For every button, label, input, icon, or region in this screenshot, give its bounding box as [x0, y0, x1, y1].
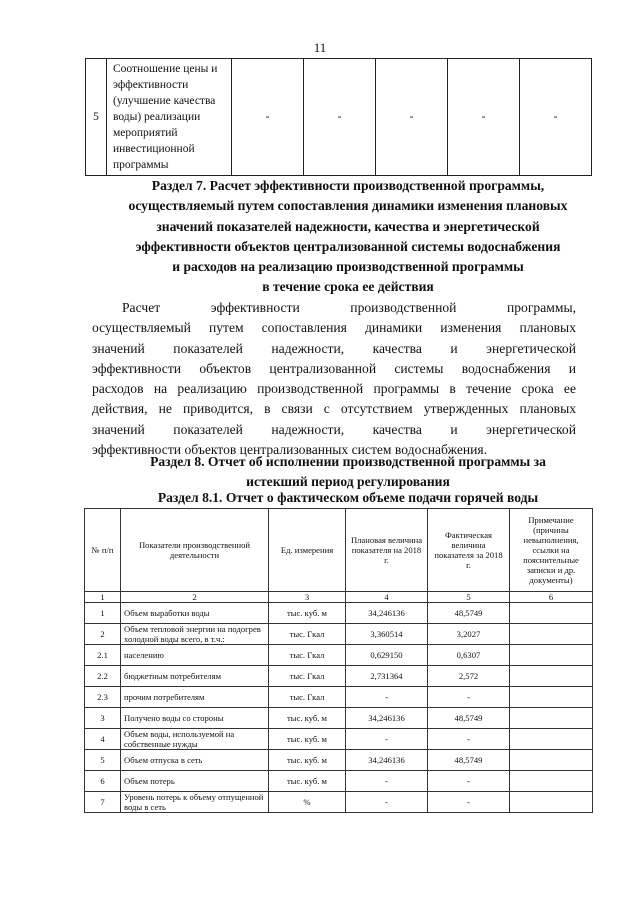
note-cell [510, 729, 593, 750]
row-number: 2.2 [85, 666, 121, 687]
note-cell [510, 645, 593, 666]
table-row [86, 59, 592, 176]
heading-line: осуществляемый путем сопоставления динамики изменения плановых [128, 198, 568, 214]
unit-cell: тыс. Гкал [269, 645, 346, 666]
previous-table-continuation [85, 58, 592, 176]
indicator-name: населению [121, 645, 269, 666]
plan-value: - [346, 771, 428, 792]
column-number: 5 [428, 592, 510, 603]
value-cell: - [448, 59, 520, 176]
fact-value: - [428, 687, 510, 708]
fact-value: 2,572 [428, 666, 510, 687]
paragraph-line: значений показателей надежности, качества и энергетической [92, 421, 576, 437]
column-number: 3 [269, 592, 346, 603]
paragraph-line: значений показателей надежности, качества и энергетической [92, 340, 576, 356]
column-number: 1 [85, 592, 121, 603]
heading-line: истекший период регулирования [246, 474, 450, 490]
heading-line: Раздел 8. Отчет об исполнении производственной программы за [150, 454, 546, 469]
table-row [85, 666, 593, 687]
plan-value: 2,731364 [346, 666, 428, 687]
heading-line: эффективности объектов централизованной системы водоснабжения [135, 238, 561, 254]
row-number: 6 [85, 771, 121, 792]
paragraph-line: расходов на реализацию производственной программы в течение срока ее [92, 381, 576, 397]
table-row [85, 708, 593, 729]
indicator-name: Уровень потерь к объему отпущенной воды в сеть [121, 792, 269, 813]
value-cell: - [304, 59, 376, 176]
table-row [85, 792, 593, 813]
section8-heading [60, 452, 636, 493]
header-cell: Ед. измерения [269, 509, 346, 592]
fact-value: - [428, 729, 510, 750]
row-number: 7 [85, 792, 121, 813]
row-number: 2 [85, 624, 121, 645]
page-number: 11 [313, 40, 327, 55]
column-number: 4 [346, 592, 428, 603]
plan-value: - [346, 792, 428, 813]
column-number: 2 [121, 592, 269, 603]
indicator-name: Объем тепловой энергии на подогрев холодной воды всего, в т.ч.: [121, 624, 269, 645]
paragraph-line: эффективности объектов централизованных систем водоснабжения. [92, 442, 488, 458]
unit-cell: тыс. Гкал [269, 687, 346, 708]
paragraph-line: действия, не приводится, в связи с отсутствием утвержденных плановых [92, 401, 576, 417]
fact-value: 0,6307 [428, 645, 510, 666]
fact-value: 48,5749 [428, 750, 510, 771]
column-number: 6 [510, 592, 593, 603]
column-number-row [85, 592, 593, 603]
heading-line: в течение срока ее действия [262, 279, 434, 295]
indicator-cell: Соотношение цены и эффективности (улучшение качества воды) реализации мероприятий инвестиционной программы [107, 59, 232, 176]
table-row [85, 750, 593, 771]
fact-value: 48,5749 [428, 603, 510, 624]
paragraph-line: осуществляемый путем сопоставления динамики изменения плановых [92, 320, 576, 336]
unit-cell: % [269, 792, 346, 813]
plan-value: 34,246136 [346, 750, 428, 771]
row-number: 5 [86, 59, 107, 176]
plan-value: 0,629150 [346, 645, 428, 666]
note-cell [510, 624, 593, 645]
table-row [85, 729, 593, 750]
section8-1-heading [60, 488, 636, 508]
header-cell: Показатели производственной деятельности [121, 509, 269, 592]
value-cell: - [376, 59, 448, 176]
row-number: 2.1 [85, 645, 121, 666]
row-number: 5 [85, 750, 121, 771]
fact-value: 48,5749 [428, 708, 510, 729]
paragraph-line: Расчет эффективности производственной программы, [122, 300, 576, 315]
indicator-name: Получено воды со стороны [121, 708, 269, 729]
indicator-name: Объем воды, используемой на собственные нужды [121, 729, 269, 750]
row-number: 3 [85, 708, 121, 729]
section7-heading [60, 176, 636, 298]
note-cell [510, 792, 593, 813]
header-cell: Примечание (причины невыполнения, ссылки на пояснительные записки и др. документы) [510, 509, 593, 592]
fact-value: 3,2027 [428, 624, 510, 645]
indicator-name: Объем отпуска в сеть [121, 750, 269, 771]
indicator-name: бюджетным потребителям [121, 666, 269, 687]
heading-line: Раздел 8.1. Отчет о фактическом объеме подачи горячей воды [157, 490, 539, 505]
fact-value: - [428, 792, 510, 813]
row-number: 2.3 [85, 687, 121, 708]
unit-cell: тыс. куб. м [269, 771, 346, 792]
note-cell [510, 750, 593, 771]
table-row [85, 603, 593, 624]
heading-line: и расходов на реализацию производственной программы [172, 259, 524, 275]
table-row [85, 624, 593, 645]
plan-value: - [346, 729, 428, 750]
section7-paragraph [92, 298, 576, 460]
heading-line: значений показателей надежности, качества и энергетической [156, 218, 540, 234]
note-cell [510, 603, 593, 624]
header-cell: Плановая величина показателя на 2018 г. [346, 509, 428, 592]
note-cell [510, 687, 593, 708]
note-cell [510, 771, 593, 792]
paragraph-line: эффективности объектов централизованной системы водоснабжения и [92, 360, 576, 376]
heading-line: Раздел 7. Расчет эффективности производственной программы, [151, 178, 545, 193]
unit-cell: тыс. куб. м [269, 750, 346, 771]
plan-value: 34,246136 [346, 603, 428, 624]
plan-value: 3,360514 [346, 624, 428, 645]
plan-value: 34,246136 [346, 708, 428, 729]
unit-cell: тыс. куб. м [269, 603, 346, 624]
unit-cell: тыс. Гкал [269, 624, 346, 645]
note-cell [510, 708, 593, 729]
hot-water-report-table [84, 508, 593, 813]
table-row [85, 687, 593, 708]
row-number: 4 [85, 729, 121, 750]
header-cell: Фактическая величина показателя за 2018 г. [428, 509, 510, 592]
plan-value: - [346, 687, 428, 708]
indicator-name: Объем выработки воды [121, 603, 269, 624]
table-row [85, 771, 593, 792]
indicator-name: Объем потерь [121, 771, 269, 792]
note-cell [510, 666, 593, 687]
row-number: 1 [85, 603, 121, 624]
header-cell: № п/п [85, 509, 121, 592]
value-cell: - [520, 59, 592, 176]
fact-value: - [428, 771, 510, 792]
unit-cell: тыс. куб. м [269, 729, 346, 750]
table-header-row [85, 509, 593, 592]
unit-cell: тыс. куб. м [269, 708, 346, 729]
unit-cell: тыс. Гкал [269, 666, 346, 687]
table-row [85, 645, 593, 666]
indicator-name: прочим потребителям [121, 687, 269, 708]
value-cell: - [232, 59, 304, 176]
